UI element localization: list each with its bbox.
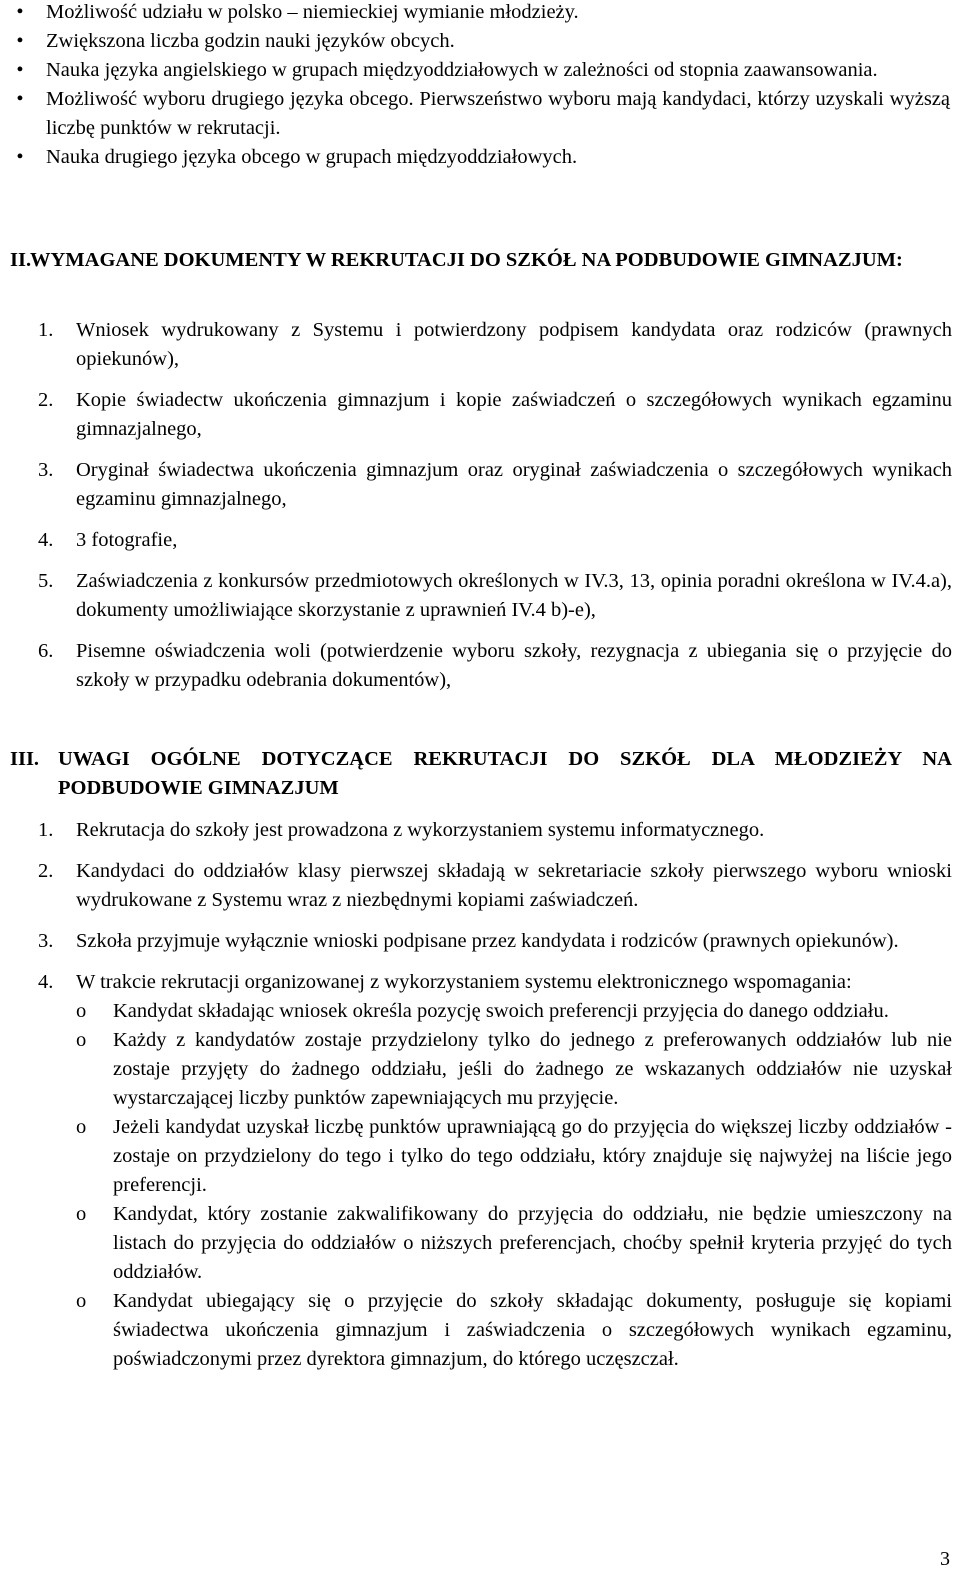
bullet-icon: • — [16, 30, 24, 52]
sublist-item-text: Kandydat składając wniosek określa pozycję swoich preferencji przyjęcia do danego oddziału. — [113, 1000, 889, 1022]
list-item-number: 2. — [38, 860, 54, 882]
feature-bullet-list — [0, 0, 960, 172]
list-item-text: Oryginał świadectwa ukończenia gimnazjum oraz oryginał zaświadczenia o szczegółowych wynikach egzaminu gimnazjalnego, — [76, 459, 952, 510]
bullet-icon: • — [16, 146, 24, 168]
list-item-number: 3. — [38, 459, 54, 481]
section-2-number: II. — [10, 249, 32, 271]
circle-bullet-icon: o — [76, 1116, 87, 1138]
list-item — [0, 927, 952, 956]
section-3-list — [0, 816, 952, 1374]
list-item-number: 2. — [38, 389, 54, 411]
circle-bullet-icon: o — [76, 1203, 87, 1225]
list-item — [0, 456, 952, 514]
list-item — [0, 816, 952, 845]
list-item — [0, 526, 952, 555]
bullet-item — [0, 143, 960, 172]
list-item — [0, 968, 952, 997]
sublist-item — [0, 997, 952, 1026]
bullet-item — [0, 85, 960, 143]
list-item-number: 5. — [38, 570, 54, 592]
sublist-item-text: Kandydat ubiegający się o przyjęcie do szkoły składając dokumenty, posługuje się kopiami świadectwa ukończenia gimnazjum i zaświadczenia o szczegółowych wynikach egzaminu, poświadczonymi przez dyrektora gimnazjum, do którego uczęszczał. — [113, 1290, 952, 1370]
bullet-item — [0, 56, 960, 85]
sublist-item — [0, 1113, 952, 1200]
list-item-text: Kopie świadectw ukończenia gimnazjum i kopie zaświadczeń o szczegółowych wynikach egzaminu gimnazjalnego, — [76, 389, 952, 440]
list-item — [0, 386, 952, 444]
list-item — [0, 316, 952, 374]
circle-bullet-icon: o — [76, 1000, 87, 1022]
bullet-item — [0, 27, 960, 56]
section-3-heading — [0, 745, 952, 803]
circle-bullet-icon: o — [76, 1290, 87, 1312]
list-item-text: Zaświadczenia z konkursów przedmiotowych określonych w IV.3, 13, opinia poradni określona w IV.4.a), dokumenty umożliwiające skorzystanie z uprawnień IV.4 b)-e), — [76, 570, 952, 621]
list-item-text: Pisemne oświadczenia woli (potwierdzenie wyboru szkoły, rezygnacja z ubiegania się o przyjęcie do szkoły w przypadku odebrania dokumentów), — [76, 640, 952, 691]
bullet-item — [0, 0, 960, 27]
list-item-text: Wniosek wydrukowany z Systemu i potwierdzony podpisem kandydata oraz rodziców (prawnych opiekunów), — [76, 319, 952, 370]
page-number: 3 — [940, 1548, 950, 1570]
list-item — [0, 637, 952, 695]
list-item-number: 6. — [38, 640, 54, 662]
list-item-text: 3 fotografie, — [76, 529, 178, 551]
bullet-icon: • — [16, 88, 24, 110]
sublist-item-text: Każdy z kandydatów zostaje przydzielony tylko do jednego z preferowanych oddziałów lub nie zostaje przyjęty do żadnego oddziału, jeśli do żadnego ze wskazanych oddziałów nie uzyskał wystarczającej liczby punktów zapewniających mu przyjęcie. — [113, 1029, 952, 1109]
bullet-text: Nauka języka angielskiego w grupach międzyoddziałowych w zależności od stopnia zaawansowania. — [46, 59, 878, 81]
bullet-text: Zwiększona liczba godzin nauki języków obcych. — [46, 30, 455, 52]
bullet-icon: • — [16, 1, 24, 23]
list-item-number: 4. — [38, 971, 54, 993]
sublist-item — [0, 1200, 952, 1287]
section-3-title: UWAGI OGÓLNE DOTYCZĄCE REKRUTACJI DO SZKÓŁ DLA MŁODZIEŻY NA PODBUDOWIE GIMNAZJUM — [58, 748, 952, 799]
section-3-sublist — [0, 997, 952, 1374]
list-item-number: 1. — [38, 319, 54, 341]
bullet-icon: • — [16, 59, 24, 81]
list-item-number: 3. — [38, 930, 54, 952]
section-2-title: WYMAGANE DOKUMENTY W REKRUTACJI DO SZKÓŁ NA PODBUDOWIE GIMNAZJUM: — [30, 249, 903, 271]
bullet-text: Możliwość udziału w polsko – niemieckiej wymianie młodzieży. — [46, 1, 579, 23]
list-item-number: 1. — [38, 819, 54, 841]
bullet-text: Możliwość wyboru drugiego języka obcego. Pierwszeństwo wyboru mają kandydaci, którzy uzyskali wyższą liczbę punktów w rekrutacji. — [46, 88, 950, 139]
section-2-list — [0, 316, 952, 695]
section-3-number: III. — [10, 748, 40, 770]
list-item-text: Szkoła przyjmuje wyłącznie wnioski podpisane przez kandydata i rodziców (prawnych opiekunów). — [76, 930, 899, 952]
circle-bullet-icon: o — [76, 1029, 87, 1051]
list-item-number: 4. — [38, 529, 54, 551]
bullet-text: Nauka drugiego języka obcego w grupach międzyoddziałowych. — [46, 146, 578, 168]
sublist-item-text: Jeżeli kandydat uzyskał liczbę punktów uprawniającą go do przyjęcia do większej liczby oddziałów - zostaje on przydzielony do tego i tylko do tego oddziału, który znajduje się najwyżej na liście jego preferencji. — [113, 1116, 952, 1196]
list-item — [0, 567, 952, 625]
list-item-text: Rekrutacja do szkoły jest prowadzona z wykorzystaniem systemu informatycznego. — [76, 819, 765, 841]
sublist-item — [0, 1026, 952, 1113]
sublist-item-text: Kandydat, który zostanie zakwalifikowany do przyjęcia do oddziału, nie będzie umieszczony na listach do przyjęcia do oddziałów o niższych preferencjach, choćby spełnił kryteria przyjęć do tych oddziałów. — [113, 1203, 952, 1283]
sublist-item — [0, 1287, 952, 1374]
section-2-heading — [0, 246, 952, 275]
list-item — [0, 857, 952, 915]
list-item-text: W trakcie rekrutacji organizowanej z wykorzystaniem systemu elektronicznego wspomagania: — [76, 971, 852, 993]
list-item-text: Kandydaci do oddziałów klasy pierwszej składają w sekretariacie szkoły pierwszego wyboru wnioski wydrukowane z Systemu wraz z niezbędnymi kopiami zaświadczeń. — [76, 860, 952, 911]
